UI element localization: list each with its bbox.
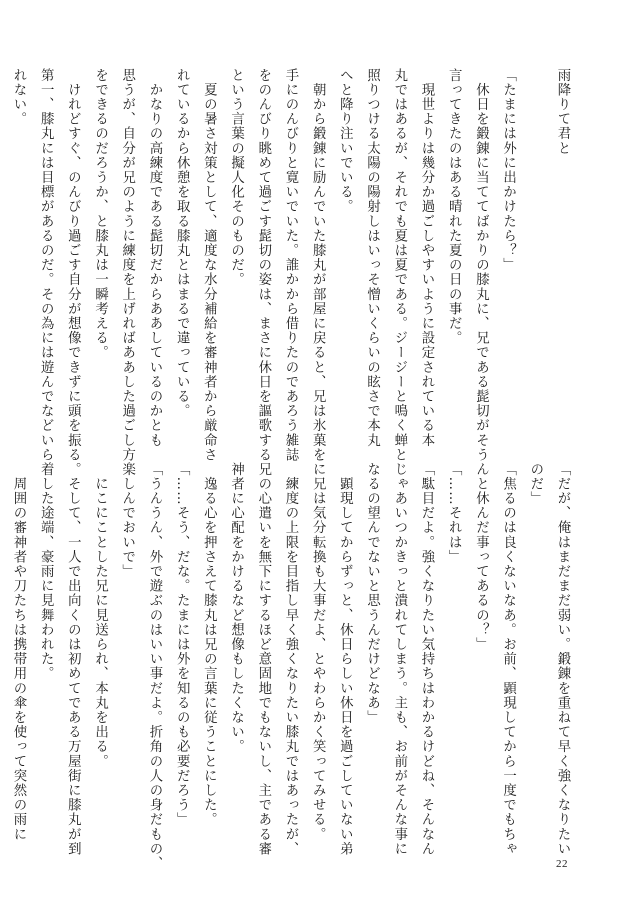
text-line: かなりの高練度である髭切だからああしているのかとも [146,68,162,448]
text-line: へと降り注いでいる。 [337,68,353,214]
text-line: れているから休憩を取る膝丸とはまるで違っている。 [174,68,190,419]
text-line: 「焦るのは良くないなあ。お前、顕現してから一度でもちゃ [500,462,516,857]
text-line: 逸る心を押さえて膝丸は兄の言葉に従うことにした。 [201,462,217,827]
text-line: んと休んだ事ってあるの？」 [473,462,489,652]
text-line: 現世よりは幾分か過ごしやすいように設定されている本 [418,68,434,448]
text-line: じゃあいつかきっと潰れてしまう。主も、お前がそんな事に [391,462,407,857]
text-line: 手にのんびりと寛いでいた。誰かから借りたのであろう雑誌 [282,68,298,463]
page-number: 22 [556,858,568,870]
text-line: 神者に心配をかけるなど想像もしたくない。 [228,462,244,754]
text-line: 「駄目だよ。強くなりたい気持ちはわかるけどね、そんなん [418,462,434,857]
text-line: にこにことした兄に見送られ、本丸を出る。 [92,462,108,769]
text-line: 練度の上限を目指し早く強くなりたい膝丸ではあったが、 [282,462,298,857]
text-line: なるの望んでないと思うんだけどなあ」 [364,462,380,725]
text-line: 「うんうん、外で遊ぶのはいい事だよ。折角の人の身だもの、 [146,462,162,871]
text-line: 兄の心遣いを無下にするほど意固地でもないし、主である審 [255,462,271,857]
text-line: 「だが、俺はまだまだ弱い。鍛錬を重ねて早く強くなりたい [555,462,570,857]
text-line: 「……それは」 [446,462,462,565]
text-line: 照りつける太陽の陽射しはいっそ憎いくらいの眩さで本丸 [364,68,380,448]
text-line: をのんびり眺めて過ごす髭切の姿は、まさに休日を謳歌する [255,68,271,463]
text-column-top [10,68,576,477]
text-line: 丸ではあるが、それでも夏は夏である。ジージーと鳴く蝉と [391,68,407,463]
text-line: 朝から鍛錬に励んでいた膝丸が部屋に戻ると、兄は氷菓を [310,68,326,463]
text-line: 「……そう、だな。たまには外を知るのも必要だろう」 [174,462,190,827]
text-line: のだ」 [527,462,543,506]
text-line: 第一、膝丸には目標があるのだ。その為には遊んでなどいら [38,68,54,463]
text-line: そして、一人で出向くのは初めてである万屋街に膝丸が到 [65,462,81,857]
text-line: 思うが、自分が兄のように練度を上げればああした過ごし方 [119,68,135,463]
text-line: をできるのだろうか、と膝丸は一瞬考える。 [92,68,108,360]
text-line: 楽しんでおいで」 [119,462,135,579]
text-line: 休日を鍛錬に当ててばかりの膝丸に、兄である髭切がそう [473,68,489,463]
text-line: 「たまには外に出かけたら？」 [500,68,516,273]
text-line: という言葉の擬人化そのものだ。 [228,68,244,287]
text-line: 周囲の審神者や刀たちは携帯用の傘を使って突然の雨に [10,462,26,842]
text-line: 夏の暑さ対策として、適度な水分補給を審神者から厳命さ [201,68,217,463]
text-line: 着した途端、豪雨に見舞われた。 [38,462,54,681]
text-line: 顕現してからずっと、休日らしい休日を過ごしていない弟 [337,462,353,857]
text-line: 雨降りて君と [555,68,570,156]
text-line: に兄は気分転換も大事だよ、とやわらかく笑ってみせる。 [310,462,326,842]
text-line [522,68,549,438]
text-line: けれどすぐ、のんびり過ごす自分が想像できずに頭を振る。 [65,68,81,477]
text-line: 言ってきたのはある晴れた夏の日の事だ。 [446,68,462,346]
text-line: れない。 [10,68,26,127]
